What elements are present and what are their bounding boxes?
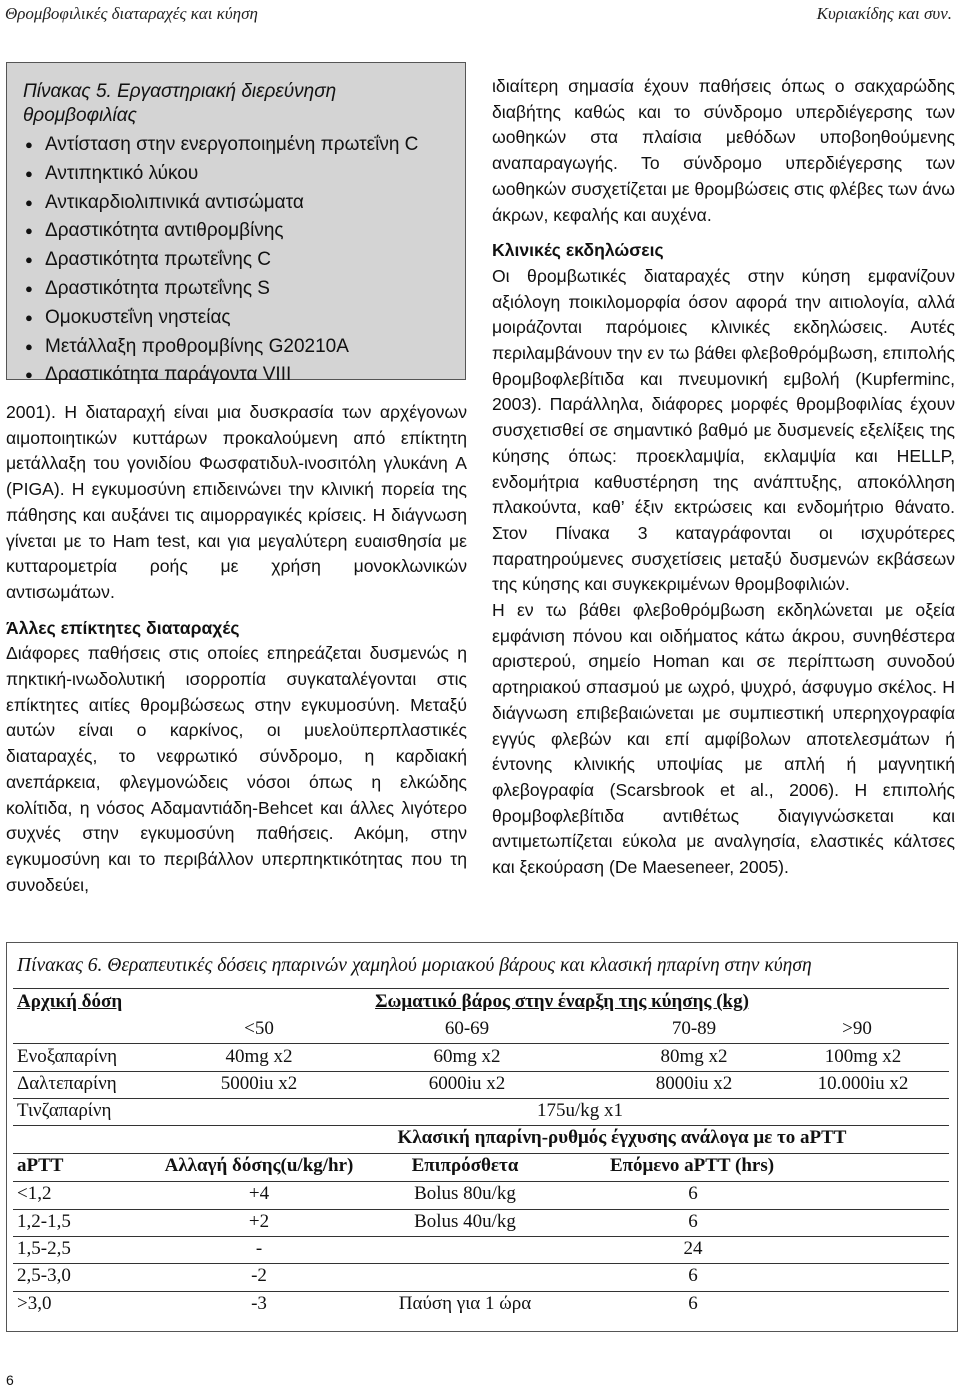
table6-title-text: Θεραπευτικές δόσεις ηπαρινών χαμηλού μοριακού βάρους και κλασική ηπαρίνη στην κύηση xyxy=(107,955,812,976)
dose-change: -3 xyxy=(251,1293,267,1314)
page-number: 6 xyxy=(6,1372,14,1388)
dose-change: - xyxy=(255,1238,263,1259)
additional: Bolus 80u/kg xyxy=(414,1183,516,1204)
table6-rule xyxy=(13,1153,949,1154)
dose-cell: 80mg x2 xyxy=(660,1046,728,1067)
additional-col-header: Επιπρόσθετα xyxy=(411,1155,519,1176)
list-item: ● Δραστικότητα πρωτεΐνης S xyxy=(23,275,455,304)
paragraph-dvt: Η εν τω βάθει φλεβοθρόμβωση εκδηλώνεται με οξεία εμφάνιση πόνου και οιδήματος κάτω άκρου, συνηθέστερα αριστερού, σημείο Homan και σε περίπτωση συνοδού αρτηριακού σπασμού με ωχρό, ψυχρό, άσφυγμο σκέλος. Η διάγνωση επιβεβαιώνεται με συμπιεστική υπερηχογραφία εγγύς φλεβών και επί αμφίβολων αποτελεσμάτων ή έντονης κλινικής υποψίας με απλή ή μαγνητική φλεβογραφία (Scarsbrook et al., 2006). Η επιπολής θρομβοφλεβίτιδα αντιθέτως διαγιγνώσκεται και αντιμετωπίζεται εύκολα με αναλγησία, ελαστικές κάλτσες και ξεκούραση (De Maeseneer, 2005). xyxy=(492,600,955,878)
dose-cell: 40mg x2 xyxy=(225,1046,293,1067)
paragraph-acquired: Διάφορες παθήσεις στις οποίες επηρεάζεται δυσμενώς η πηκτική-ινωδολυτική ισορροπία συγκαταλέγονται στις επίκτητες αιτίες θρομβώσεως στην εγκυμοσύνη. Μεταξύ αυτών είναι ο καρκίνος, οι μυελοϋπερπλαστικές διαταραχές, το νεφρωτικό σύνδρομο, η καρδιακή ανεπάρκεια, φλεγμονώδεις νόσοι όπως η ελκώδης κολίτιδα, η νόσος Αδαμαντιάδη-Behcet και άλλες λιγότερο συχνές στην εγκυμοσύνη παθήσεις. Ακόμη, στην εγκυμοσύνη και το περιβάλλον υπερπηκτικότητας που τη συνοδεύει, xyxy=(6,643,467,895)
table5-title-text: Εργαστηριακή διερεύνηση θρομβοφιλίας xyxy=(23,81,337,126)
dose-cell: 10.000iu x2 xyxy=(817,1073,909,1094)
aptt-range: 2,5-3,0 xyxy=(17,1265,71,1286)
table6-rule xyxy=(13,1043,949,1044)
table6-label: Πίνακας 6. xyxy=(17,955,103,976)
dose-change: +2 xyxy=(248,1211,270,1232)
dose-change: +4 xyxy=(248,1183,270,1204)
table6-rule xyxy=(13,1236,949,1237)
weight-col-2: 60-69 xyxy=(444,1018,490,1039)
classic-heparin-header: Κλασική ηπαρίνη-ρυθμός έγχυσης ανάλογα με το aPTT xyxy=(397,1127,847,1148)
table6-rule xyxy=(13,1181,949,1182)
table6-title xyxy=(17,955,812,977)
table6-rule xyxy=(13,1125,949,1126)
list-item: ● Αντίσταση στην ενεργοποιημένη πρωτεΐνη C xyxy=(23,131,455,160)
paragraph-clinical: Οι θρομβωτικές διαταραχές στην κύηση εμφανίζουν αξιόλογη ποικιλομορφία όσον αφορά την αιτιολογία, αλλά μοιράζονται παρόμοιες κλινικές εκδηλώσεις. Αυτές περιλαμβάνουν την εν τω βάθει φλεβοθρόμβωση, επιπολής θρομβοφλεβίτιδα και πνευμονική εμβολή (Kupferminc, 2003). Παράλληλα, διάφορες μορφές θρομβοφιλίας έχουν συσχετισθεί σε σημαντικό βαθμό με δυσμενείς εξελίξεις της κύησης όπως: προεκλαμψία, εκλαμψία και HELLP, ενδομήτρια καθυστέρηση της ανάπτυξης, αποκόλληση πλακούντα, καθ’ έξιν εκτρώσεις και ενδομήτριο θάνατο. Στον Πίνακα 3 καταγράφονται οι ισχυρότερες παρατηρούμενες συσχετίσεις μεταξύ δυσμενών εκβάσεων της κύησης και συγκεκριμένων θρομβοφιλιών. xyxy=(492,265,955,595)
table6-rule xyxy=(13,1098,949,1099)
running-header-title: Θρομβοφιλικές διαταραχές και κύηση xyxy=(5,4,258,23)
table5-box xyxy=(6,62,466,386)
right-column xyxy=(492,74,955,881)
paragraph-pnh: 2001). Η διαταραχή είναι μια δυσκρασία των αρχέγονων αιμοποιητικών κυττάρων προκαλούμενη από επίκτητη μετάλλαξη του γονιδίου Φωσφατιδυλ-ινοσιτόλη γλυκάνη A (PIGA). Η εγκυμοσύνη επιδεινώνει την κλινική πορεία της πάθησης και αυξάνει τις αιμορραγικές κρίσεις. Η διάγνωση γίνεται με το Ham test, και για μεγαλύτερη ευαισθησία με κυτταρομετρία ροής με χρήση μονοκλωνικών αντισωμάτων. xyxy=(6,402,467,602)
section-heading-clinical: Κλινικές εκδηλώσεις xyxy=(492,240,664,261)
col-header-initial-dose: Αρχική δόση xyxy=(17,991,123,1012)
weight-col-1: <50 xyxy=(244,1018,274,1039)
table5-list xyxy=(23,131,455,390)
lmwh-name: Δαλτεπαρίνη xyxy=(17,1073,117,1094)
next-aptt-col-header: Επόμενο aPTT (hrs) xyxy=(609,1155,775,1176)
table6-rule xyxy=(13,988,949,989)
list-item: ● Αντικαρδιολιπινικά αντισώματα xyxy=(23,189,455,218)
dose-cell: 100mg x2 xyxy=(824,1046,902,1067)
table6-rule xyxy=(13,1209,949,1210)
dose-cell: 60mg x2 xyxy=(433,1046,501,1067)
tinzaparin-name: Τινζαπαρίνη xyxy=(17,1100,112,1121)
dose-cell: 6000iu x2 xyxy=(428,1073,506,1094)
dose-cell: 8000iu x2 xyxy=(655,1073,733,1094)
section-heading-acquired: Άλλες επίκτητες διαταραχές xyxy=(6,617,240,638)
lmwh-name: Ενοξαπαρίνη xyxy=(17,1046,118,1067)
list-item: ● Δραστικότητα παράγοντα VIII xyxy=(23,361,455,390)
next-aptt: 24 xyxy=(683,1238,703,1259)
aptt-range: <1,2 xyxy=(17,1183,52,1204)
weight-col-3: 70-89 xyxy=(671,1018,717,1039)
tinzaparin-dose: 175u/kg x1 xyxy=(536,1100,624,1121)
col-header-body-weight: Σωματικό βάρος στην έναρξη της κύησης (kg) xyxy=(375,991,749,1012)
weight-col-4: >90 xyxy=(842,1018,872,1039)
dose-change-col-header: Αλλαγή δόσης(u/kg/hr) xyxy=(164,1155,354,1176)
additional: Παύση για 1 ώρα xyxy=(398,1293,532,1314)
aptt-range: >3,0 xyxy=(17,1293,52,1314)
dose-change: -2 xyxy=(251,1265,267,1286)
list-item: ● Δραστικότητα πρωτεΐνης C xyxy=(23,246,455,275)
table6-rule xyxy=(13,1071,949,1072)
next-aptt: 6 xyxy=(688,1265,698,1286)
next-aptt: 6 xyxy=(688,1293,698,1314)
list-item: ● Μετάλλαξη προθρομβίνης G20210A xyxy=(23,333,455,362)
left-column xyxy=(6,400,467,898)
running-header-authors: Κυριακίδης και συν. xyxy=(816,4,952,23)
aptt-col-header: aPTT xyxy=(17,1155,64,1176)
table5-title xyxy=(23,80,455,128)
table6-rule xyxy=(13,1263,949,1264)
table6-rule xyxy=(13,1291,949,1292)
list-item: ● Ομοκυστεΐνη νηστείας xyxy=(23,304,455,333)
aptt-range: 1,2-1,5 xyxy=(17,1211,71,1232)
table5-label: Πίνακας 5. xyxy=(23,81,112,102)
table6-box xyxy=(6,942,958,1332)
aptt-range: 1,5-2,5 xyxy=(17,1238,71,1259)
list-item: ● Αντιπηκτικό λύκου xyxy=(23,160,455,189)
next-aptt: 6 xyxy=(688,1211,698,1232)
paragraph-ovarian: ιδιαίτερη σημασία έχουν παθήσεις όπως ο σακχαρώδης διαβήτης καθώς και το σύνδρομο υπερδιέγερσης των ωοθηκών στα πλαίσια μεθόδων υποβοηθούμενης αναπαραγωγής. Το σύνδρομο υπερδιέγερσης των ωοθηκών συσχετίζεται με θρομβώσεις στις φλέβες των άνω άκρων, κεφαλής και αυχένα. xyxy=(492,76,956,225)
dose-cell: 5000iu x2 xyxy=(220,1073,298,1094)
list-item: ● Δραστικότητα αντιθρομβίνης xyxy=(23,217,455,246)
next-aptt: 6 xyxy=(688,1183,698,1204)
additional: Bolus 40u/kg xyxy=(414,1211,516,1232)
